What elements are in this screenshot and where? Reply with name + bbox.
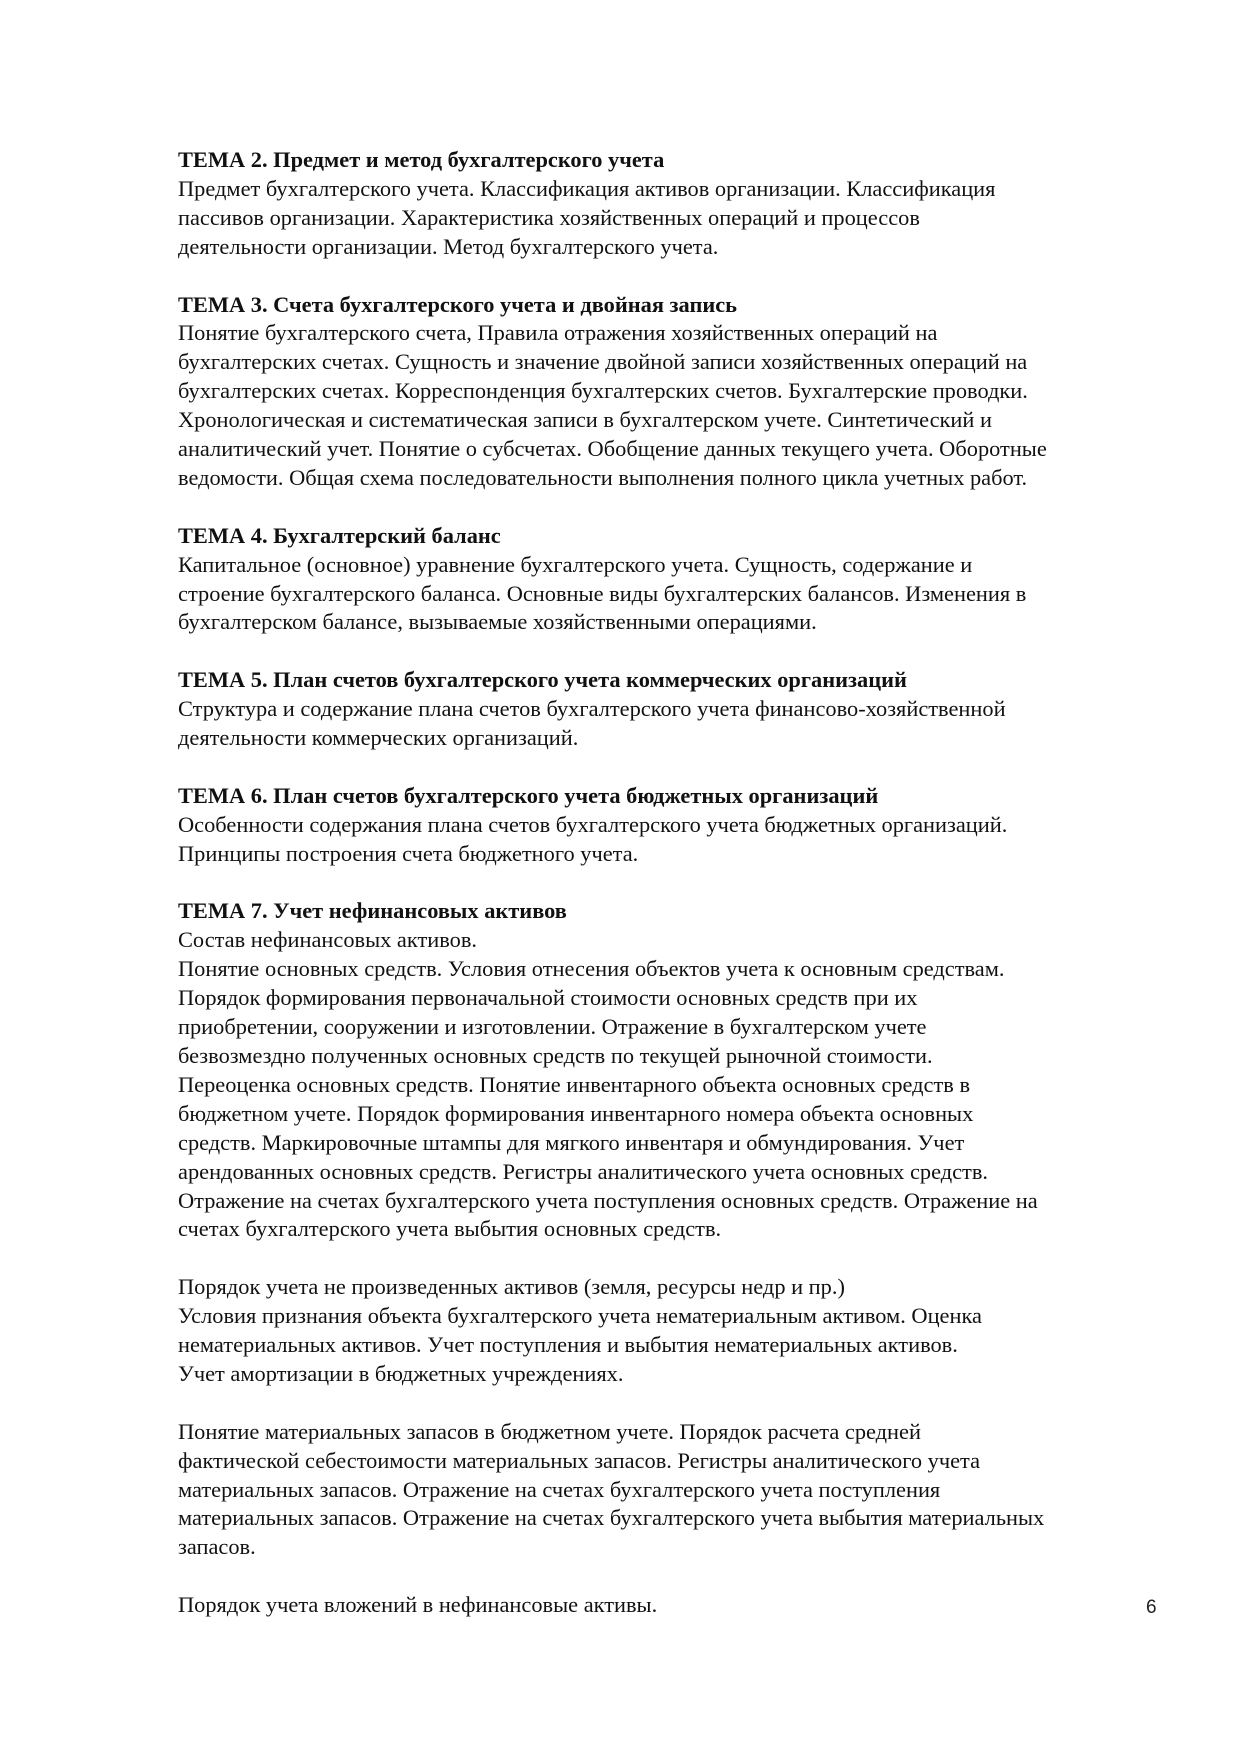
block-line: материальных запасов. Отражение на счетах бухгалтерского учета поступления	[178, 1476, 941, 1502]
topic-4	[178, 522, 1168, 638]
topic-title: ТЕМА 4. Бухгалтерский баланс	[178, 522, 501, 548]
topic-3	[178, 291, 1168, 493]
block-line: фактической себестоимости материальных запасов. Регистры аналитического учета	[178, 1447, 981, 1473]
block-line: запасов.	[178, 1534, 256, 1560]
page-number: 6	[1146, 1597, 1157, 1618]
investments-block	[178, 1591, 1168, 1620]
block-line: Порядок учета не произведенных активов (земля, ресурсы недр и пр.)	[178, 1274, 845, 1300]
topic-line: деятельности коммерческих организаций.	[178, 725, 579, 751]
block-line: Порядок учета вложений в нефинансовые активы.	[178, 1592, 658, 1618]
block-line: нематериальных активов. Учет поступления и выбытия нематериальных активов.	[178, 1332, 958, 1358]
topic-line: Капитальное (основное) уравнение бухгалтерского учета. Сущность, содержание и	[178, 551, 973, 577]
topic-line: счетах бухгалтерского учета выбытия основных средств.	[178, 1216, 722, 1242]
topic-line: Принципы построения счета бюджетного учета.	[178, 840, 639, 866]
topic-line: строение бухгалтерского баланса. Основные виды бухгалтерских балансов. Изменения в	[178, 580, 1027, 606]
paragraph-gap	[178, 1389, 1168, 1418]
block-line: Учет амортизации в бюджетных учреждениях.	[178, 1360, 624, 1386]
topic-title: ТЕМА 6. План счетов бухгалтерского учета бюджетных организаций	[178, 782, 879, 808]
topic-line: бюджетном учете. Порядок формирования инвентарного номера объекта основных	[178, 1100, 974, 1126]
paragraph-gap	[178, 493, 1168, 522]
topic-line: бухгалтерском балансе, вызываемые хозяйственными операциями.	[178, 609, 817, 635]
block-line: Условия признания объекта бухгалтерского учета нематериальным активом. Оценка	[178, 1303, 982, 1329]
topic-title: ТЕМА 7. Учет нефинансовых активов	[178, 898, 567, 924]
topic-title: ТЕМА 3. Счета бухгалтерского учета и двойная запись	[178, 291, 738, 317]
topic-2	[178, 146, 1168, 262]
topic-7	[178, 897, 1168, 1244]
topic-line: Состав нефинансовых активов.	[178, 927, 477, 953]
topic-line: аналитический учет. Понятие о субсчетах. Обобщение данных текущего учета. Оборотные	[178, 436, 1047, 462]
topic-line: Понятие основных средств. Условия отнесения объектов учета к основным средствам.	[178, 956, 1005, 982]
topic-6	[178, 782, 1168, 869]
intangible-assets-block	[178, 1273, 1168, 1389]
paragraph-gap	[178, 1562, 1168, 1591]
topic-line: Отражение на счетах бухгалтерского учета поступления основных средств. Отражение на	[178, 1187, 1038, 1213]
topic-line: Понятие бухгалтерского счета, Правила отражения хозяйственных операций на	[178, 320, 938, 346]
topic-line: Особенности содержания плана счетов бухгалтерского учета бюджетных организаций.	[178, 811, 1008, 837]
topic-title: ТЕМА 5. План счетов бухгалтерского учета коммерческих организаций	[178, 667, 907, 693]
topic-line: Порядок формирования первоначальной стоимости основных средств при их	[178, 985, 918, 1011]
topic-5	[178, 666, 1168, 753]
paragraph-gap	[178, 262, 1168, 291]
topic-line: бухгалтерских счетах. Сущность и значение двойной записи хозяйственных операций на	[178, 349, 1028, 375]
topic-line: деятельности организации. Метод бухгалтерского учета.	[178, 233, 719, 259]
paragraph-gap	[178, 753, 1168, 782]
topic-line: средств. Маркировочные штампы для мягкого инвентаря и обмундирования. Учет	[178, 1129, 965, 1155]
topic-line: пассивов организации. Характеристика хозяйственных операций и процессов	[178, 204, 920, 230]
document-page	[178, 146, 1168, 1620]
paragraph-gap	[178, 637, 1168, 666]
topic-line: приобретении, сооружении и изготовлении. Отражение в бухгалтерском учете	[178, 1014, 927, 1040]
topic-line: Переоценка основных средств. Понятие инвентарного объекта основных средств в	[178, 1071, 971, 1097]
topic-line: ведомости. Общая схема последовательности выполнения полного цикла учетных работ.	[178, 464, 1028, 490]
topic-line: Структура и содержание плана счетов бухгалтерского учета финансово-хозяйственной	[178, 696, 1006, 722]
topic-line: бухгалтерских счетах. Корреспонденция бухгалтерских счетов. Бухгалтерские проводки.	[178, 378, 1028, 404]
paragraph-gap	[178, 869, 1168, 898]
material-inventories-block	[178, 1418, 1168, 1563]
topic-title: ТЕМА 2. Предмет и метод бухгалтерского учета	[178, 147, 665, 172]
topic-line: Хронологическая и систематическая записи в бухгалтерском учете. Синтетический и	[178, 407, 992, 433]
block-line: материальных запасов. Отражение на счетах бухгалтерского учета выбытия материальных	[178, 1505, 1045, 1531]
block-line: Понятие материальных запасов в бюджетном учете. Порядок расчета средней	[178, 1418, 921, 1444]
topic-line: арендованных основных средств. Регистры аналитического учета основных средств.	[178, 1158, 989, 1184]
topic-line: Предмет бухгалтерского учета. Классификация активов организации. Классификация	[178, 175, 996, 201]
topic-line: безвозмездно полученных основных средств по текущей рыночной стоимости.	[178, 1043, 933, 1069]
paragraph-gap	[178, 1244, 1168, 1273]
